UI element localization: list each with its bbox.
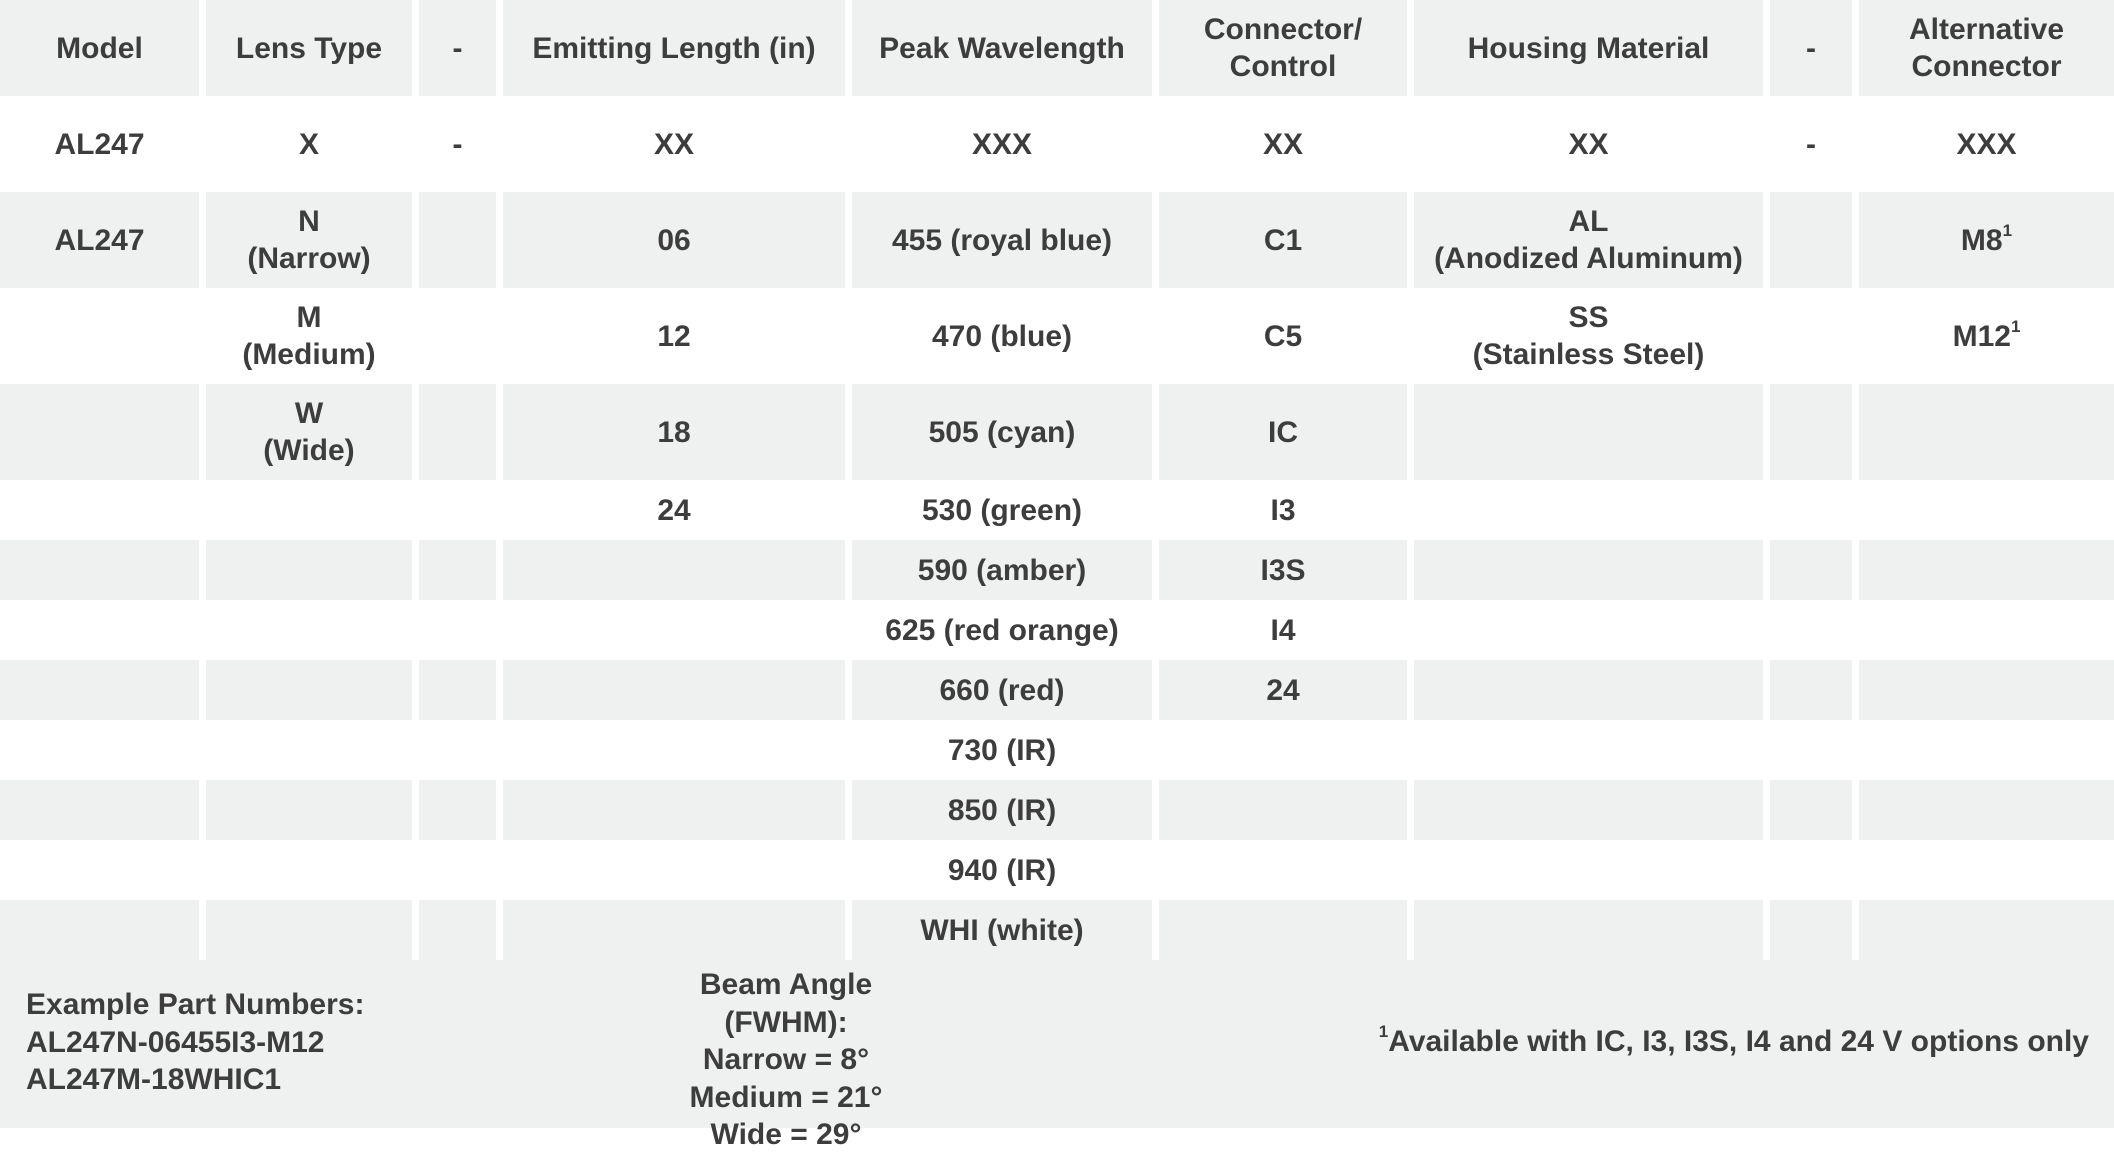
- cell-emitting-length-text: 12: [657, 319, 691, 353]
- cell-connector: [1159, 660, 1414, 720]
- header-model: Model: [0, 0, 206, 96]
- footnote-text: Available with IC, I3, I3S, I4 and 24 V options only: [1388, 1025, 2089, 1058]
- header-dash-2: -: [1770, 0, 1859, 96]
- cell-lens-type-code: M: [296, 301, 322, 334]
- cell-connector-text: C5: [1263, 319, 1303, 353]
- cell-emitting-length: [503, 660, 852, 720]
- cell-connector-text: 24: [1266, 673, 1300, 707]
- table-row: [0, 480, 2114, 540]
- code-lens: X: [206, 96, 419, 192]
- cell-lens-type: [206, 780, 419, 840]
- cell-emitting-length: [503, 480, 852, 540]
- cell-lens-type-code: N: [298, 205, 320, 238]
- cell-alt-connector: [1859, 288, 2114, 384]
- cell-peak-wavelength-text: 940 (IR): [947, 853, 1057, 887]
- cell-lens-type: [206, 720, 419, 780]
- cell-model: [0, 840, 206, 900]
- cell-connector: [1159, 600, 1414, 660]
- table-row: [0, 720, 2114, 780]
- cell-lens-type: [206, 540, 419, 600]
- cell-lens-type-code: W: [294, 397, 324, 430]
- part-code-row: [0, 96, 2114, 192]
- cell-alt-connector: [1859, 660, 2114, 720]
- cell-emitting-length: [503, 840, 852, 900]
- cell-housing-code: AL: [1568, 205, 1609, 238]
- cell-emitting-length: [503, 288, 852, 384]
- cell-connector: [1159, 780, 1414, 840]
- cell-peak-wavelength-text: 530 (green): [921, 493, 1083, 527]
- cell-connector: [1159, 192, 1414, 288]
- code-alt: XXX: [1859, 96, 2114, 192]
- footnote: [1379, 1023, 2089, 1061]
- cell-housing: [1414, 840, 1770, 900]
- cell-peak-wavelength: [852, 540, 1159, 600]
- cell-housing-description: (Stainless Steel): [1472, 338, 1705, 371]
- header-emitting-length: Emitting Length (in): [503, 0, 852, 96]
- header-connector-line2: Control: [1229, 50, 1337, 83]
- code-length: XX: [503, 96, 852, 192]
- cell-lens-type: [206, 192, 419, 288]
- cell-peak-wavelength-text: 660 (red): [939, 673, 1065, 707]
- cell-emitting-length-text: 06: [657, 223, 691, 257]
- cell-housing: [1414, 780, 1770, 840]
- cell-peak-wavelength: [852, 288, 1159, 384]
- cell-peak-wavelength-text: 505 (cyan): [928, 415, 1076, 449]
- code-model: AL247: [0, 96, 206, 192]
- cell-peak-wavelength-text: 730 (IR): [947, 733, 1057, 767]
- cell-peak-wavelength: [852, 840, 1159, 900]
- cell-housing-description: (Anodized Aluminum): [1434, 242, 1743, 275]
- code-connector: XX: [1159, 96, 1414, 192]
- table-row: [0, 288, 2114, 384]
- header-dash: -: [419, 0, 503, 96]
- header-alternative-connector: [1859, 0, 2114, 96]
- cell-dash: [419, 288, 503, 384]
- cell-emitting-length-text: 18: [657, 415, 691, 449]
- cell-housing: [1414, 540, 1770, 600]
- cell-alt-connector: [1859, 480, 2114, 540]
- cell-peak-wavelength: [852, 480, 1159, 540]
- code-dash: -: [419, 96, 503, 192]
- cell-lens-type-description: (Narrow): [247, 242, 371, 275]
- cell-alt-connector: [1859, 780, 2114, 840]
- cell-alt-connector: [1859, 384, 2114, 480]
- cell-dash-2: [1770, 720, 1859, 780]
- footnote-marker: 1: [2010, 316, 2021, 336]
- table-row: [0, 900, 2114, 960]
- cell-dash-2: [1770, 480, 1859, 540]
- cell-peak-wavelength: [852, 192, 1159, 288]
- cell-housing-code: SS: [1568, 301, 1609, 334]
- cell-peak-wavelength-text: 470 (blue): [931, 319, 1073, 353]
- cell-housing: [1414, 600, 1770, 660]
- cell-lens-type: [206, 288, 419, 384]
- cell-lens-type: [206, 384, 419, 480]
- cell-peak-wavelength: [852, 720, 1159, 780]
- cell-model: [0, 600, 206, 660]
- cell-connector: [1159, 540, 1414, 600]
- cell-peak-wavelength-text: 455 (royal blue): [891, 223, 1113, 257]
- cell-peak-wavelength-text: 590 (amber): [917, 553, 1087, 587]
- cell-connector: [1159, 900, 1414, 960]
- cell-model: [0, 540, 206, 600]
- table-row: [0, 780, 2114, 840]
- cell-connector: [1159, 720, 1414, 780]
- cell-model: [0, 384, 206, 480]
- cell-alt-connector: [1859, 720, 2114, 780]
- cell-alt-connector: [1859, 540, 2114, 600]
- beam-medium: Medium = 21°: [689, 1080, 883, 1114]
- cell-lens-type: [206, 900, 419, 960]
- cell-alt-connector: [1859, 840, 2114, 900]
- cell-lens-type: [206, 600, 419, 660]
- cell-dash-2: [1770, 288, 1859, 384]
- footer-panel: [0, 960, 2114, 1151]
- cell-connector-text: I3: [1270, 493, 1296, 527]
- cell-emitting-length: [503, 780, 852, 840]
- cell-alt-connector: [1859, 900, 2114, 960]
- cell-dash: [419, 780, 503, 840]
- cell-peak-wavelength: [852, 900, 1159, 960]
- header-connector-control: [1159, 0, 1414, 96]
- cell-lens-type: [206, 480, 419, 540]
- header-row: [0, 0, 2114, 96]
- cell-lens-type: [206, 660, 419, 720]
- cell-connector-text: IC: [1268, 415, 1298, 449]
- table-row: [0, 540, 2114, 600]
- header-housing-material: Housing Material: [1414, 0, 1770, 96]
- cell-housing: [1414, 384, 1770, 480]
- cell-peak-wavelength: [852, 660, 1159, 720]
- example-part-numbers: [26, 986, 364, 1099]
- cell-dash: [419, 540, 503, 600]
- cell-dash: [419, 720, 503, 780]
- cell-housing: [1414, 720, 1770, 780]
- beam-wide: Wide = 29°: [710, 1118, 862, 1151]
- cell-connector-text: I3S: [1260, 553, 1306, 587]
- cell-emitting-length: [503, 384, 852, 480]
- cell-housing: [1414, 288, 1770, 384]
- example-part-2: AL247M-18WHIC1: [26, 1063, 282, 1096]
- cell-housing: [1414, 660, 1770, 720]
- cell-alt-connector: [1859, 600, 2114, 660]
- cell-peak-wavelength-text: WHI (white): [920, 913, 1084, 947]
- cell-peak-wavelength-text: 850 (IR): [947, 793, 1057, 827]
- cell-housing: [1414, 480, 1770, 540]
- cell-lens-type-description: (Medium): [242, 338, 376, 371]
- table-row: [0, 600, 2114, 660]
- cell-housing: [1414, 192, 1770, 288]
- table-body: [0, 192, 2114, 960]
- cell-alt-connector-text: M8: [1960, 223, 2003, 257]
- cell-emitting-length: [503, 900, 852, 960]
- cell-peak-wavelength: [852, 600, 1159, 660]
- cell-dash: [419, 384, 503, 480]
- cell-dash-2: [1770, 780, 1859, 840]
- beam-narrow: Narrow = 8°: [702, 1043, 870, 1076]
- cell-connector-text: I4: [1270, 613, 1296, 647]
- header-lens-type: Lens Type: [206, 0, 419, 96]
- example-part-1: AL247N-06455I3-M12: [26, 1025, 325, 1059]
- cell-connector: [1159, 480, 1414, 540]
- table-row: [0, 840, 2114, 900]
- cell-model-text: AL247: [54, 223, 145, 257]
- code-housing: XX: [1414, 96, 1770, 192]
- cell-alt-connector: [1859, 192, 2114, 288]
- cell-dash-2: [1770, 900, 1859, 960]
- cell-dash: [419, 900, 503, 960]
- cell-dash-2: [1770, 192, 1859, 288]
- cell-dash: [419, 600, 503, 660]
- cell-dash-2: [1770, 540, 1859, 600]
- header-alt-line1: Alternative: [1908, 13, 2065, 46]
- cell-model: [0, 288, 206, 384]
- cell-peak-wavelength: [852, 780, 1159, 840]
- cell-dash: [419, 660, 503, 720]
- header-connector-line1: Connector/: [1203, 13, 1363, 46]
- cell-lens-type: [206, 840, 419, 900]
- cell-dash: [419, 480, 503, 540]
- cell-emitting-length: [503, 600, 852, 660]
- footnote-marker: 1: [1378, 1022, 1389, 1041]
- example-title: Example Part Numbers:: [26, 988, 365, 1021]
- cell-alt-connector-text: M12: [1952, 319, 2011, 353]
- cell-model: [0, 480, 206, 540]
- code-dash-2: -: [1770, 96, 1859, 192]
- cell-lens-type-description: (Wide): [263, 434, 355, 467]
- cell-model: [0, 900, 206, 960]
- table-row: [0, 384, 2114, 480]
- cell-connector: [1159, 840, 1414, 900]
- cell-dash: [419, 192, 503, 288]
- cell-emitting-length: [503, 540, 852, 600]
- cell-connector: [1159, 384, 1414, 480]
- cell-emitting-length-text: 24: [657, 493, 691, 527]
- cell-dash: [419, 840, 503, 900]
- cell-dash-2: [1770, 384, 1859, 480]
- cell-connector: [1159, 288, 1414, 384]
- cell-model: [0, 720, 206, 780]
- table-row: [0, 660, 2114, 720]
- header-alt-line2: Connector: [1911, 50, 2062, 83]
- cell-model: [0, 192, 206, 288]
- cell-housing: [1414, 900, 1770, 960]
- beam-title: Beam Angle (FWHM):: [699, 968, 873, 1039]
- header-peak-wavelength: Peak Wavelength: [852, 0, 1159, 96]
- cell-model: [0, 780, 206, 840]
- beam-angle: [636, 966, 936, 1154]
- cell-model: [0, 660, 206, 720]
- cell-dash-2: [1770, 600, 1859, 660]
- cell-connector-text: C1: [1263, 223, 1303, 257]
- cell-dash-2: [1770, 660, 1859, 720]
- table-row: [0, 192, 2114, 288]
- footnote-marker: 1: [2002, 220, 2013, 240]
- cell-peak-wavelength: [852, 384, 1159, 480]
- cell-peak-wavelength-text: 625 (red orange): [885, 613, 1119, 647]
- cell-emitting-length: [503, 192, 852, 288]
- cell-dash-2: [1770, 840, 1859, 900]
- code-wavelength: XXX: [852, 96, 1159, 192]
- cell-emitting-length: [503, 720, 852, 780]
